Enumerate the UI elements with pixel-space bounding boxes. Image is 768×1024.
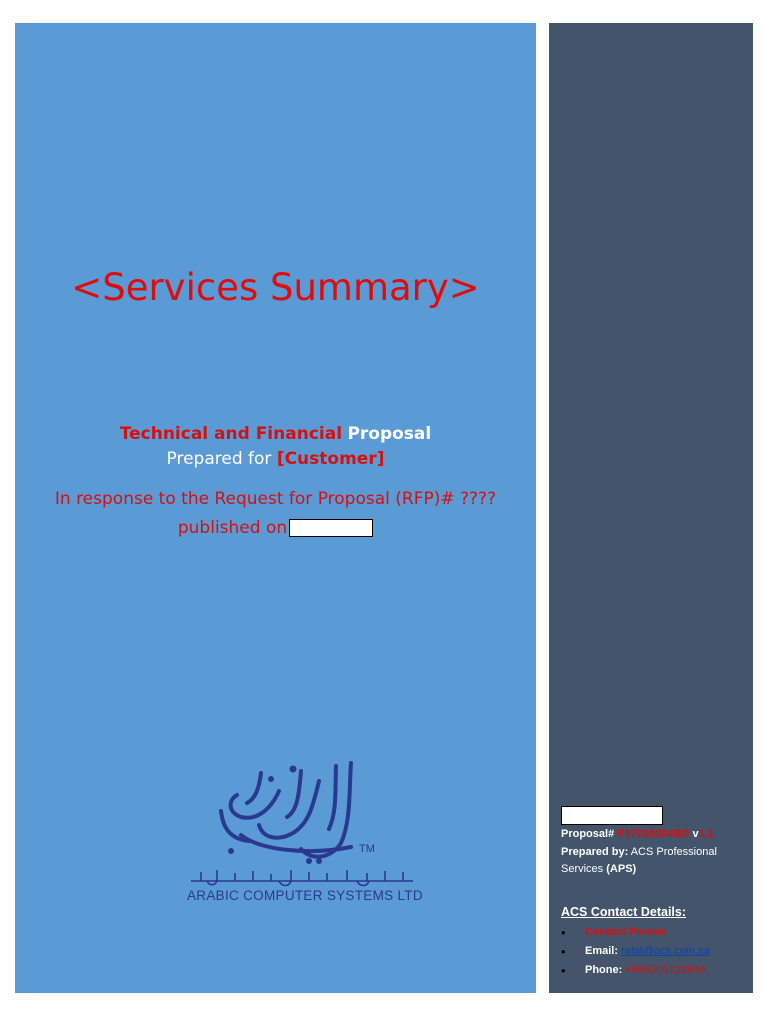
version-prefix: v: [692, 828, 699, 840]
sidebar-blank-field[interactable]: [561, 806, 663, 825]
list-item: [561, 942, 751, 961]
proposal-type-red: Technical and Financial: [119, 424, 343, 444]
customer-placeholder: [Customer]: [276, 449, 385, 469]
contact-person: Contact Person: [585, 926, 667, 938]
proposal-number-line: [561, 826, 749, 843]
email-link[interactable]: rafat@acs.com.sa: [621, 945, 710, 957]
published-line: [15, 518, 536, 538]
cover-title: <Services Summary>: [71, 266, 480, 309]
email-label: Email:: [585, 945, 619, 957]
acs-logo-arabic-text-icon: [187, 867, 417, 889]
trademark-mark: TM: [359, 843, 375, 855]
cover-right-panel: [549, 23, 753, 993]
rfp-line: In response to the Request for Proposal (RFP)# ????: [54, 489, 497, 509]
contact-details-list: [561, 923, 751, 980]
proposal-type-line: [15, 424, 536, 444]
list-item: [561, 961, 751, 980]
phone-label: Phone:: [585, 964, 623, 976]
acs-logo: [187, 751, 431, 911]
version-number: 1.1: [698, 828, 714, 840]
prepared-by-label: Prepared by:: [561, 846, 629, 858]
phone-number: +966505136840: [625, 964, 706, 976]
list-item: [561, 923, 751, 942]
prepared-by-aps: (APS): [606, 863, 637, 875]
prepared-for-line: [15, 449, 536, 469]
cover-left-panel: [15, 23, 536, 993]
contact-details-heading: ACS Contact Details:: [561, 905, 687, 919]
proposal-number-value: P17010204BD: [617, 828, 690, 840]
proposal-number-label: Proposal#: [561, 828, 615, 840]
prepared-for-label: Prepared for: [166, 449, 272, 469]
proposal-type-white: Proposal: [347, 424, 432, 444]
prepared-by-value: ACS Professional Services: [561, 846, 717, 875]
acs-company-name: ARABIC COMPUTER SYSTEMS LTD: [187, 888, 423, 903]
published-date-field[interactable]: [289, 519, 373, 537]
prepared-by-line: [561, 844, 749, 878]
published-label: published on: [177, 518, 288, 538]
